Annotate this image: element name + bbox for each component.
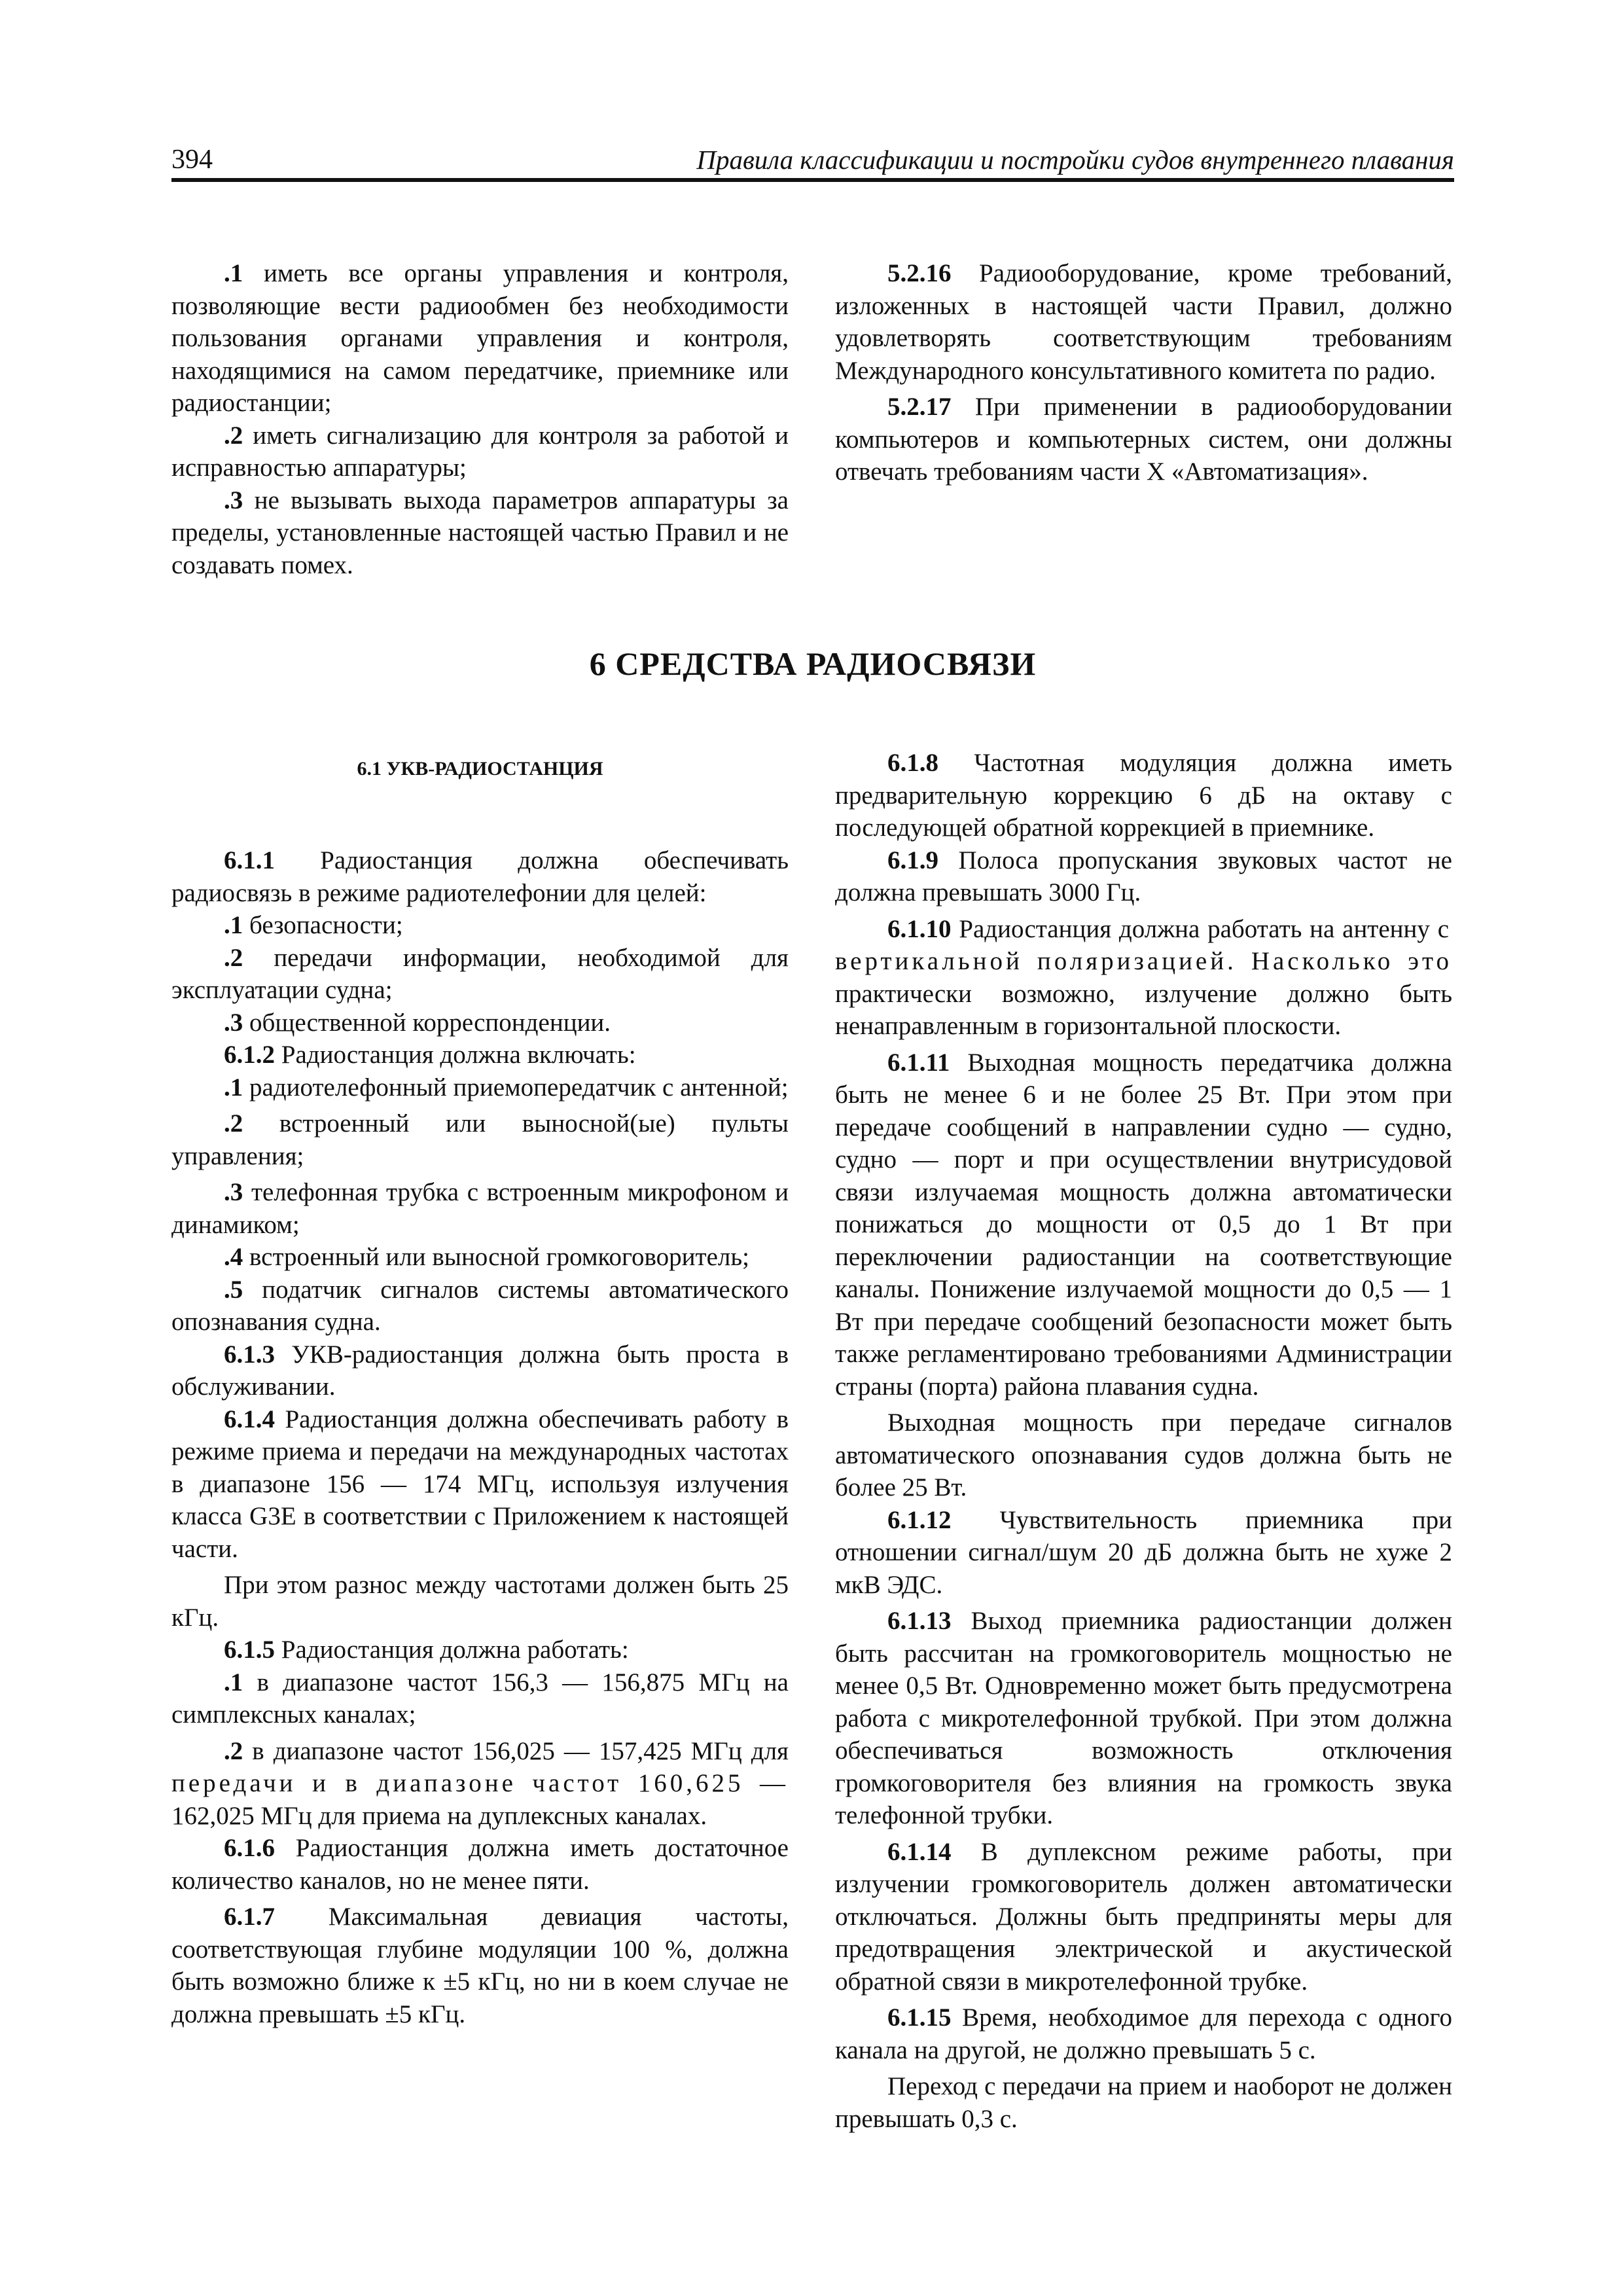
list-item: .1 радиотелефонный приемопередатчик с антенной;: [224, 1073, 789, 1102]
list-item: .1 в диапазоне частот 156,3 — 156,875 МГц на симплексных каналах;: [171, 1668, 789, 1729]
list-item: .2 передачи информации, необходимой для эксплуатации судна;: [171, 943, 789, 1004]
paragraph: 6.1.6 Радиостанция должна иметь достаточное количество каналов, но не менее пяти.: [171, 1834, 789, 1895]
paragraph: 5.2.16 Радиооборудование, кроме требований, изложенных в настоящей части Правил, должно удовлетворять соответствующим требованиям Международного консультативного комитета по радио.: [835, 259, 1452, 385]
subsection-title: 6.1 УКВ-РАДИОСТАНЦИЯ: [357, 758, 603, 780]
paragraph: 6.1.5 Радиостанция должна работать:: [224, 1636, 629, 1664]
paragraph: Переход с передачи на прием и наоборот не должен превышать 0,3 с.: [835, 2072, 1452, 2133]
paragraph: 5.2.17 При применении в радиооборудовании компьютеров и компьютерных систем, они должны отвечать требованиям части X «Автоматизация».: [835, 393, 1452, 486]
list-item: .1 безопасности;: [224, 911, 403, 939]
top-right-column: [835, 257, 1452, 488]
list-item: .2 встроенный или выносной(ые) пульты управления;: [171, 1109, 789, 1170]
list-item: .3 телефонная трубка с встроенным микрофоном и динамиком;: [171, 1178, 789, 1239]
paragraph: Выходная мощность при передаче сигналов автоматического опознавания судов должна быть не более 25 Вт.: [835, 1408, 1452, 1501]
paragraph: 6.1.13 Выход приемника радиостанции должен быть рассчитан на громкоговоритель мощностью не менее 0,5 Вт. Одновременно может быть предусмотрена работа с микротелефонной трубкой. При этом должна обеспечиваться возможность отключения громкоговорителя без влияния на громкость звука телефонной трубки.: [835, 1607, 1452, 1829]
left-column: [171, 844, 789, 2030]
paragraph: 6.1.2 Радиостанция должна включать:: [224, 1041, 636, 1069]
paragraph: 6.1.1 Радиостанция должна обеспечивать радиосвязь в режиме радиотелефонии для целей:: [171, 846, 789, 907]
paragraph: 6.1.12 Чувствительность приемника при отношении сигнал/шум 20 дБ должна быть не хуже 2 мкВ ЭДС.: [835, 1505, 1452, 1599]
paragraph: При этом разнос между частотами должен быть 25 кГц.: [171, 1571, 789, 1632]
paragraph: .2 иметь сигнализацию для контроля за работой и исправностью аппаратуры;: [171, 421, 789, 482]
list-item: .4 встроенный или выносной громкоговоритель;: [224, 1243, 749, 1271]
paragraph: 6.1.4 Радиостанция должна обеспечивать работу в режиме приема и передачи на международных частотах в диапазоне 156 — 174 МГц, используя излучения класса G3E в соответствии с Приложением к настоящей части.: [171, 1405, 789, 1563]
paragraph: 6.1.15 Время, необходимое для перехода с одного канала на другой, не должно превышать 5 с.: [835, 2003, 1452, 2064]
list-item: .5 податчик сигналов системы автоматического опознавания судна.: [171, 1275, 789, 1336]
paragraph: 6.1.11 Выходная мощность передатчика должна быть не менее 6 и не более 25 Вт. При этом при передаче сообщений в направлении судно — судно, судно — порт и при осуществлении внутрисудовой связи излучаемая мощность должна автоматически понижаться до мощности от 0,5 до 1 Вт при переключении радиостанции на соответствующие каналы. Понижение излучаемой мощности до 0,5 — 1 Вт при передаче сообщений безопасности может быть также регламентировано требованиями Администрации страны (порта) района плавания судна.: [835, 1048, 1452, 1401]
list-item: .2 в диапазоне частот 156,025 — 157,425 МГц для передачи и в диапазоне частот 160,625 — 162,025 МГц для приема на дуплексных каналах.: [171, 1736, 789, 1830]
paragraph: .1 иметь все органы управления и контроля, позволяющие вести радиообмен без необходимости пользования органами управления и контроля, находящимися на самом передатчике, приемнике или радиостанции;: [171, 259, 789, 417]
paragraph: .3 не вызывать выхода параметров аппаратуры за пределы, установленные настоящей частью Правил и не создавать помех.: [171, 486, 789, 579]
top-left-column: [171, 257, 789, 581]
section-title: 6 СРЕДСТВА РАДИОСВЯЗИ: [589, 645, 1037, 682]
page-number: 394: [171, 145, 213, 175]
paragraph: 6.1.3 УКВ-радиостанция должна быть проста в обслуживании.: [171, 1340, 789, 1401]
paragraph: 6.1.9 Полоса пропускания звуковых частот не должна превышать 3000 Гц.: [835, 846, 1452, 906]
paragraph: 6.1.14 В дуплексном режиме работы, при излучении громкоговоритель должен автоматически отключаться. Должны быть предприняты меры для предотвращения электрической и акустической обратной связи в микротелефонной трубке.: [835, 1837, 1452, 1996]
list-item: .3 общественной корреспонденции.: [224, 1008, 611, 1037]
page-header: [171, 143, 1454, 182]
paragraph: 6.1.10 Радиостанция должна работать на антенну с вертикальной поляризацией. Насколько это практически возможно, излучение должно быть ненаправленным в горизонтальной плоскости.: [835, 914, 1452, 1040]
paragraph: 6.1.7 Максимальная девиация частоты, соответствующая глубине модуляции 100 %, должна быть возможно ближе к ±5 кГц, но ни в коем случае не должна превышать ±5 кГц.: [171, 1903, 789, 2028]
paragraph: 6.1.8 Частотная модуляция должна иметь предварительную коррекцию 6 дБ на октаву с последующей обратной коррекцией в приемнике.: [835, 749, 1452, 842]
running-title: Правила классификации и постройки судов внутреннего плавания: [696, 145, 1454, 175]
right-column: [835, 747, 1452, 2135]
